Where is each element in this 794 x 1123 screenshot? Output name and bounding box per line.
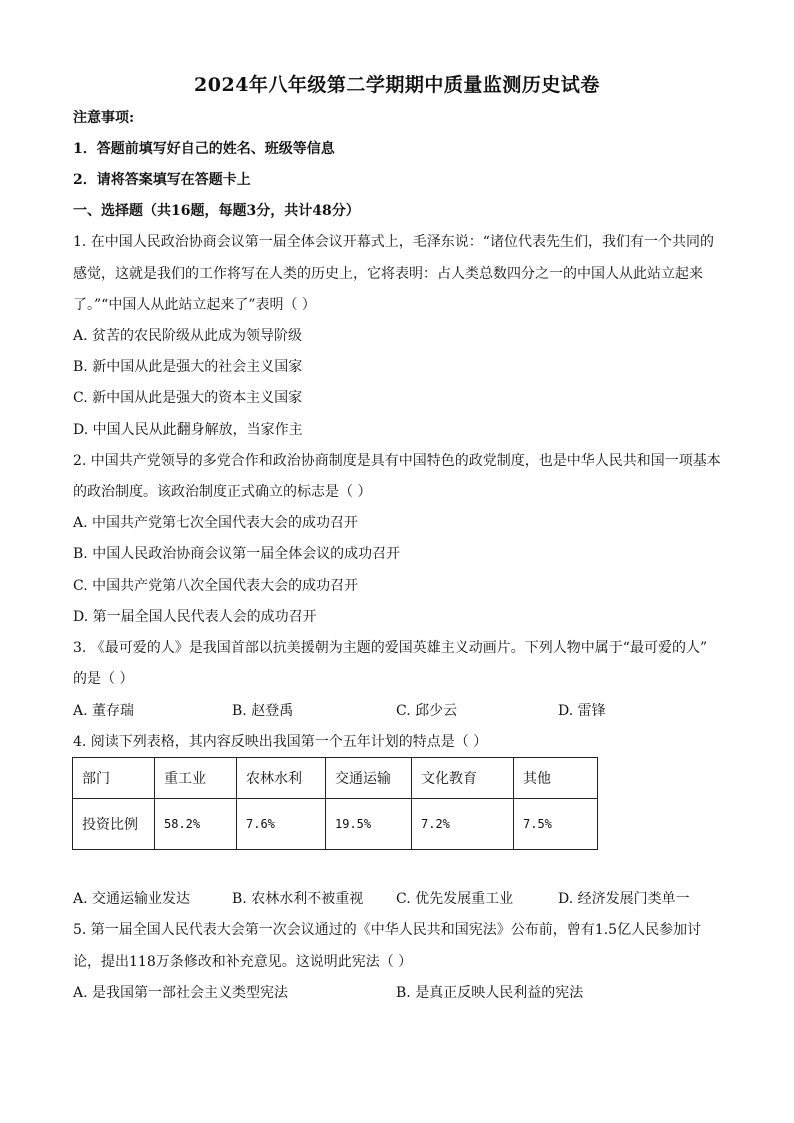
q5-line-2: 论，提出118万条修改和补充意见。这说明此宪法（ ）	[73, 954, 413, 970]
table-cell: 7.6%	[237, 799, 326, 850]
notice-item-1: 1．答题前填写好自己的姓名、班级等信息	[73, 141, 335, 157]
q2-line-2: 的政治制度。该政治制度正式确立的标志是（ ）	[73, 484, 372, 500]
q4-line-1: 4. 阅读下列表格，其内容反映出我国第一个五年计划的特点是（ ）	[73, 734, 488, 750]
q1-option-b: B. 新中国从此是强大的社会主义国家	[73, 359, 303, 375]
q1-option-a: A. 贫苦的农民阶级从此成为领导阶级	[73, 328, 303, 344]
q2-option-d: D. 第一届全国人民代表人会的成功召开	[73, 609, 317, 625]
q3-option-c: C. 邱少云	[396, 703, 458, 719]
q3-option-b: B. 赵登禹	[232, 703, 294, 719]
table-row-label: 投资比例	[73, 799, 155, 850]
table-header-cell: 其他	[514, 758, 598, 799]
q2-option-c: C. 中国共产党第八次全国代表大会的成功召开	[73, 578, 359, 594]
q1-line-2: 感觉，这就是我们的工作将写在人类的历史上，它将表明：占人类总数四分之一的中国人从此站立起来	[73, 266, 703, 282]
q4-option-b: B. 农林水利不被重视	[232, 891, 364, 907]
q4-option-c: C. 优先发展重工业	[396, 891, 514, 907]
q4-option-a: A. 交通运输业发达	[73, 891, 191, 907]
q3-line-1: 3. 《最可爱的人》是我国首部以抗美援朝为主题的爱国英雄主义动画片。下列人物中属于“最可爱的人”	[73, 640, 708, 656]
section-heading: 一、选择题（共16题，每题3分，共计48分）	[73, 203, 360, 219]
q2-line-1: 2. 中国共产党领导的多党合作和政治协商制度是具有中国特色的政党制度，也是中华人民共和国一项基本	[73, 453, 721, 469]
table-cell: 7.5%	[514, 799, 598, 850]
table-header-cell: 交通运输	[326, 758, 412, 799]
q2-option-b: B. 中国人民政治协商会议第一届全体会议的成功召开	[73, 546, 401, 562]
q3-line-2: 的是（ ）	[73, 671, 134, 687]
table-cell: 58.2%	[155, 799, 237, 850]
investment-table	[72, 757, 598, 850]
q3-option-d: D. 雷锋	[558, 703, 606, 719]
table-cell: 19.5%	[326, 799, 412, 850]
q5-option-b: B. 是真正反映人民利益的宪法	[396, 985, 584, 1001]
q3-option-a: A. 董存瑞	[73, 703, 135, 719]
q2-option-a: A. 中国共产党第七次全国代表大会的成功召开	[73, 515, 359, 531]
q1-option-c: C. 新中国从此是强大的资本主义国家	[73, 390, 303, 406]
table-header-cell: 文化教育	[412, 758, 514, 799]
q5-line-1: 5. 第一届全国人民代表大会第一次会议通过的《中华人民共和国宪法》公布前，曾有1.5亿人民参加讨	[73, 922, 702, 938]
table-header-cell: 重工业	[155, 758, 237, 799]
table-header-row	[73, 758, 598, 799]
q1-line-3: 了。”“中国人从此站立起来了”表明（ ）	[73, 297, 316, 313]
table-header-cell: 农林水利	[237, 758, 326, 799]
q4-option-d: D. 经济发展门类单一	[558, 891, 690, 907]
table-cell: 7.2%	[412, 799, 514, 850]
q5-option-a: A. 是我国第一部社会主义类型宪法	[73, 985, 289, 1001]
q1-option-d: D. 中国人民从此翻身解放，当家作主	[73, 422, 303, 438]
q1-line-1: 1. 在中国人民政治协商会议第一届全体会议开幕式上，毛泽东说：“诸位代表先生们，我们有一个共同的	[73, 234, 714, 250]
notice-item-2: 2．请将答案填写在答题卡上	[73, 172, 251, 188]
table-header-cell: 部门	[73, 758, 155, 799]
notice-heading: 注意事项:	[73, 110, 135, 126]
exam-title: 2024年八年级第二学期期中质量监测历史试卷	[194, 74, 600, 96]
table-row	[73, 799, 598, 850]
